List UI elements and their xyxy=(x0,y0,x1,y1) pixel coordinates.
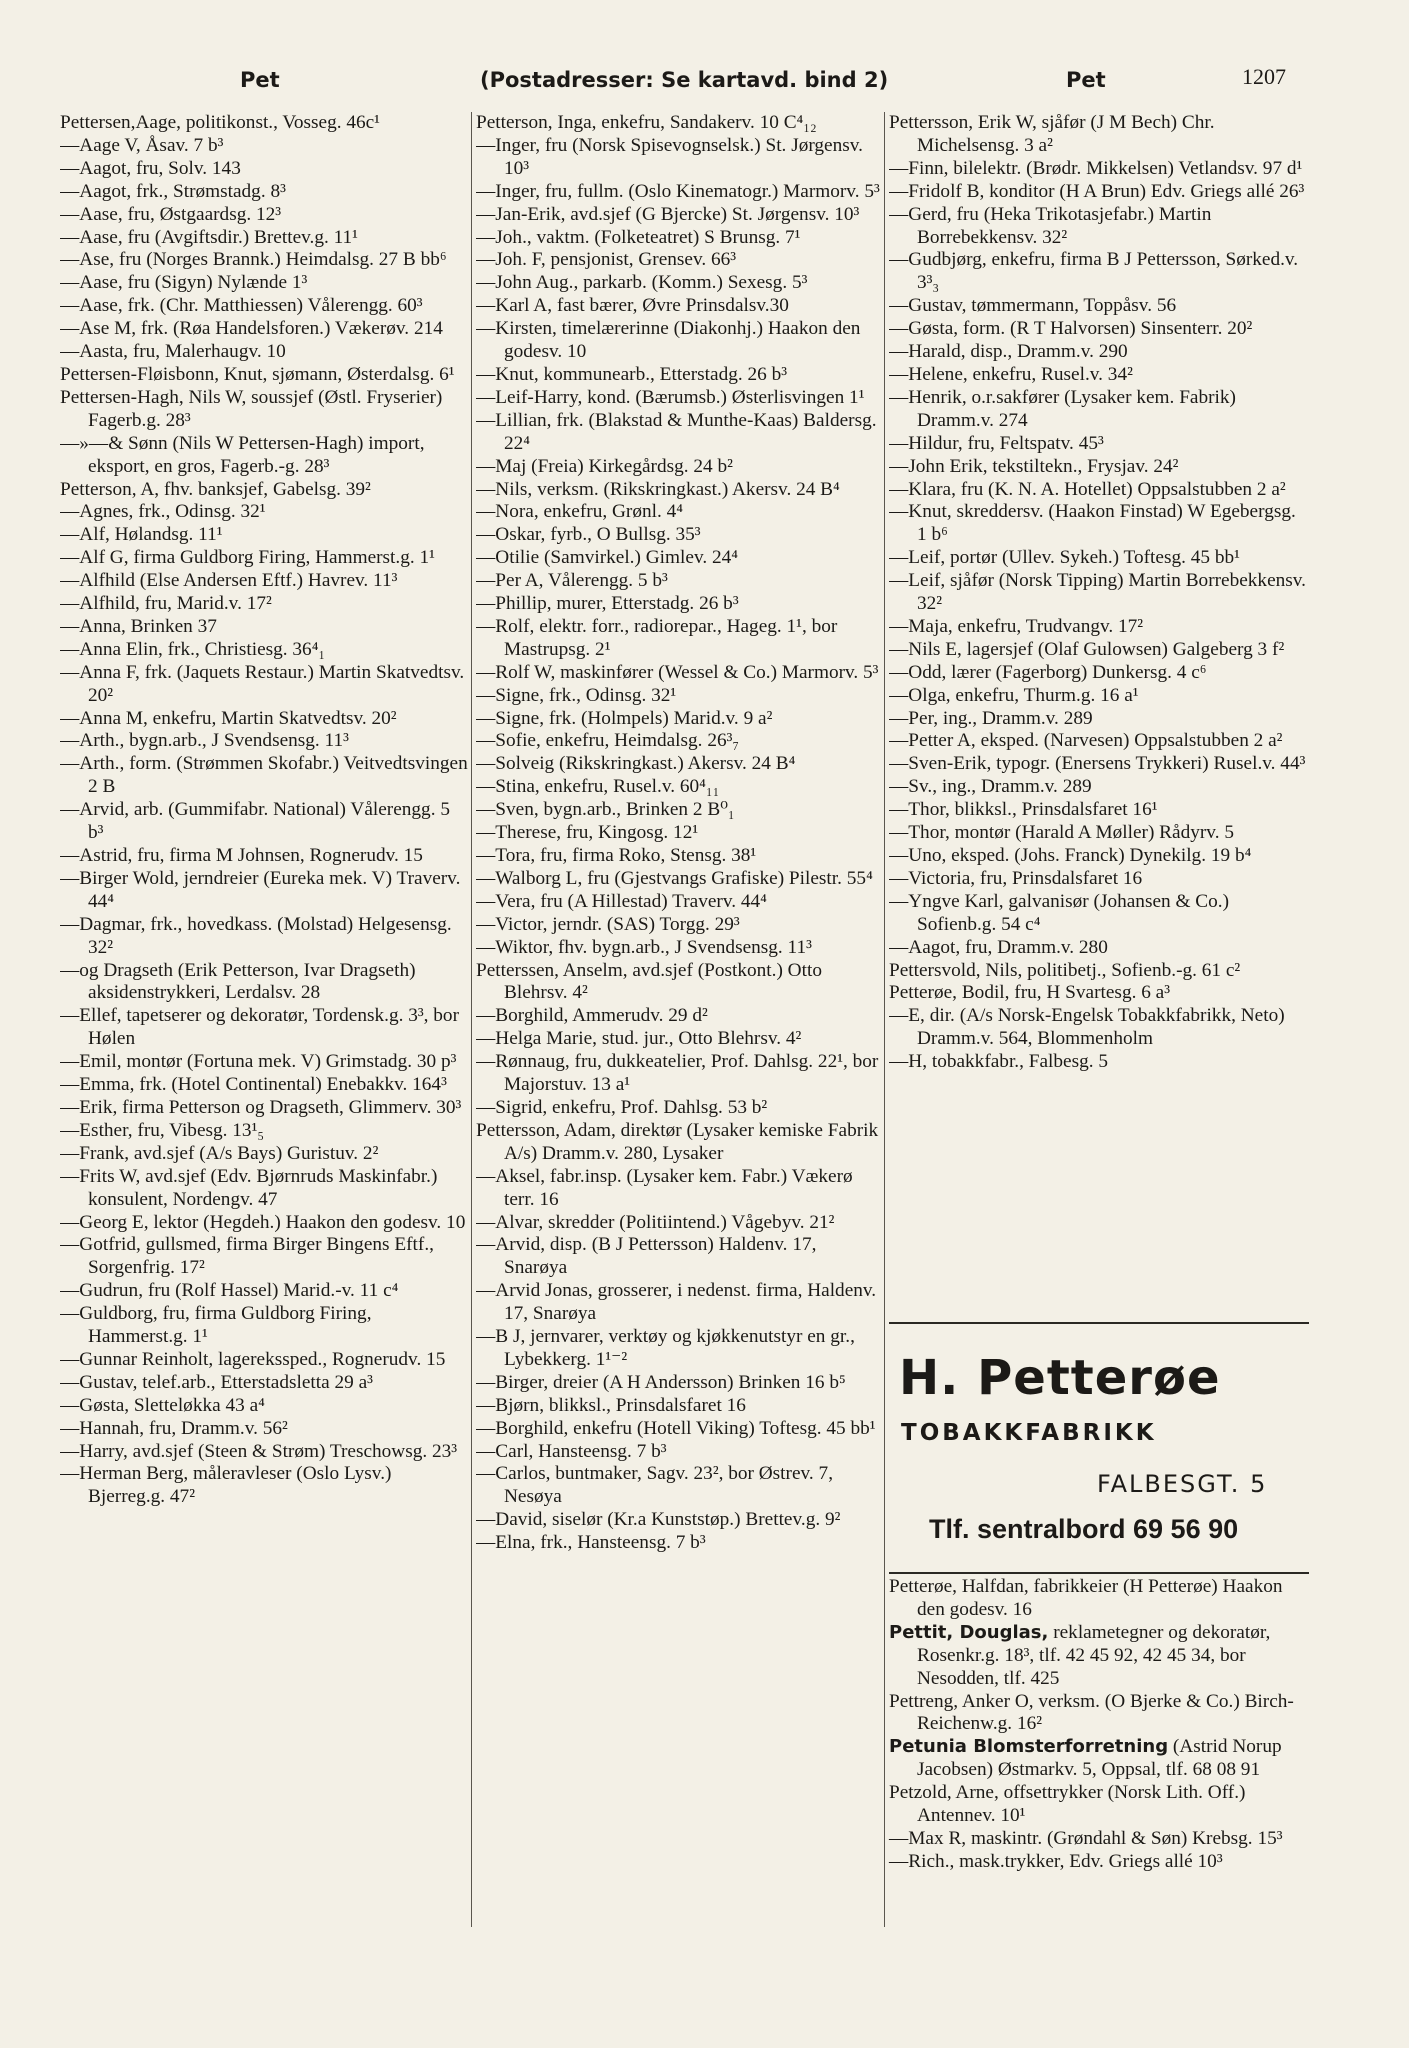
directory-entry: —Inger, fru (Norsk Spisevognselsk.) St. Jørgensv. 10³ xyxy=(476,134,863,179)
directory-entry: —Alf G, firma Guldborg Firing, Hammerst.g. 1¹ xyxy=(60,547,435,569)
directory-entry: —Petter A, eksped. (Narvesen) Oppsalstubben 2 a² xyxy=(889,730,1283,752)
directory-entry xyxy=(889,1691,1309,1737)
directory-entry: —Ase, fru (Norges Brannk.) Heimdalsg. 27 B bb⁶ xyxy=(60,249,447,271)
directory-entry: —Sven, bygn.arb., Brinken 2 B⁰₁ xyxy=(476,799,735,821)
directory-entry: —Joh. F, pensjonist, Grensev. 66³ xyxy=(476,249,737,271)
directory-entry: —Borghild, enkefru (Hotell Viking) Toftesg. 45 bb¹ xyxy=(476,1417,876,1439)
directory-entry: —Thor, montør (Harald A Møller) Rådyrv. 5 xyxy=(889,822,1234,844)
directory-entry: Pettersen-Hagh, Nils W, soussjef (Østl. Fryserier) Fagerb.g. 28³ xyxy=(60,386,443,431)
directory-entry: —Olga, enkefru, Thurm.g. 16 a¹ xyxy=(889,684,1139,706)
directory-entry: —Georg E, lektor (Hegdeh.) Haakon den godesv. 10 xyxy=(60,1211,466,1233)
directory-entry: —Nils, verksm. (Rikskringkast.) Akersv. 24 B⁴ xyxy=(476,478,840,500)
directory-entry: —Lillian, frk. (Blakstad & Munthe-Kaas) Baldersg. 22⁴ xyxy=(476,409,877,454)
directory-entry: —Arvid Jonas, grosserer, i nedenst. firma, Haldenv. 17, Snarøya xyxy=(476,1280,877,1325)
directory-entry: Petterssen, Anselm, avd.sjef (Postkont.) Otto Blehrsv. 4² xyxy=(476,959,822,1004)
directory-entry: —Therese, fru, Kingosg. 12¹ xyxy=(476,822,699,844)
directory-entry: —Aksel, fabr.insp. (Lysaker kem. Fabr.) Vækerø terr. 16 xyxy=(476,1165,853,1210)
page-number: 1207 xyxy=(1242,64,1286,89)
directory-entry: —Leif-Harry, kond. (Bærumsb.) Østerlisvingen 1¹ xyxy=(476,386,865,408)
directory-entry: —Rønnaug, fru, dukkeatelier, Prof. Dahlsg. 22¹, bor Majorstuv. 13 a¹ xyxy=(476,1051,879,1096)
directory-entry: —Nils E, lagersjef (Olaf Gulowsen) Galgeberg 3 f² xyxy=(889,638,1285,660)
directory-entry xyxy=(889,1576,1309,1622)
directory-entry: —H, tobakkfabr., Falbesg. 5 xyxy=(889,1051,1109,1073)
ad-company-name: H. Petterøe xyxy=(899,1350,1221,1406)
directory-entry: —Arvid, disp. (B J Pettersson) Haldenv. 17, Snarøya xyxy=(476,1234,817,1279)
directory-entry: —Anna, Brinken 37 xyxy=(60,615,217,637)
directory-entry: —Nora, enkefru, Grønl. 4⁴ xyxy=(476,501,683,523)
directory-entry: —Gotfrid, gullsmed, firma Birger Bingens Eftf., Sorgenfrig. 17² xyxy=(60,1234,434,1279)
directory-entry: —Inger, fru, fullm. (Oslo Kinematogr.) Marmorv. 5³ xyxy=(476,180,880,202)
directory-entry: —Rolf, elektr. forr., radiorepar., Hageg. 1¹, bor Mastrupsg. 2¹ xyxy=(476,615,838,660)
directory-entry: —Thor, blikksl., Prinsdalsfaret 16¹ xyxy=(889,799,1158,821)
directory-entry: —Solveig (Rikskringkast.) Akersv. 24 B⁴ xyxy=(476,753,796,775)
directory-entry: —Wiktor, fhv. bygn.arb., J Svendsensg. 11³ xyxy=(476,936,812,958)
directory-entry: —B J, jernvarer, verktøy og kjøkkenutstyr en gr., Lybekkerg. 1¹⁻² xyxy=(476,1326,855,1370)
directory-entry: —Herman Berg, måleravleser (Oslo Lysv.) Bjerreg.g. 47² xyxy=(60,1463,392,1508)
entry-text: —Max R, maskintr. (Grøndahl & Søn) Krebsg. 15³ xyxy=(889,1827,1283,1849)
directory-entry: —Aase, fru, Østgaardsg. 12³ xyxy=(60,203,282,225)
directory-entry: —Jan-Erik, avd.sjef (G Bjercke) St. Jørgensv. 10³ xyxy=(476,203,860,225)
directory-entry xyxy=(889,1736,1309,1782)
directory-entry: —Aase, fru (Sigyn) Nylænde 1³ xyxy=(60,272,308,294)
directory-entry: —Joh., vaktm. (Folketeatret) S Brunsg. 7¹ xyxy=(476,226,801,248)
directory-entry xyxy=(889,1782,1309,1828)
directory-entry: —Sv., ing., Dramm.v. 289 xyxy=(889,776,1092,798)
directory-entry: —Oskar, fyrb., O Bullsg. 35³ xyxy=(476,524,701,546)
directory-entry: —E, dir. (A/s Norsk-Engelsk Tobakkfabrikk, Neto) Dramm.v. 564, Blommenholm xyxy=(889,1005,1285,1050)
directory-entry: —Per A, Vålerengg. 5 b³ xyxy=(476,570,668,592)
directory-entry: —Elna, frk., Hansteensg. 7 b³ xyxy=(476,1532,706,1554)
ad-subtitle: TOBAKKFABRIKK xyxy=(901,1420,1157,1446)
advertisement xyxy=(889,1322,1309,1574)
column-divider xyxy=(884,112,885,1927)
entry-text: reklametegner og dekoratør, Rosenkr.g. 18³, tlf. 42 45 92, 42 45 34, bor Nesodden, tlf. 425 xyxy=(917,1621,1271,1689)
directory-entry: —Birger, dreier (A H Andersson) Brinken 16 b⁵ xyxy=(476,1371,846,1393)
directory-entry: —Gunnar Reinholt, lagerekssped., Rognerudv. 15 xyxy=(60,1348,446,1370)
directory-entry: —Gustav, tømmermann, Toppåsv. 56 xyxy=(889,295,1177,317)
entry-text: (Astrid Norup Jacobsen) Østmarkv. 5, Oppsal, tlf. 68 08 91 xyxy=(917,1736,1282,1781)
directory-entry: Petterøe, Bodil, fru, H Svartesg. 6 a³ xyxy=(889,982,1171,1004)
entry-bold-name: Pettit, Douglas, xyxy=(889,1621,1049,1643)
directory-entry: —Gøsta, form. (R T Halvorsen) Sinsenterr. 20² xyxy=(889,318,1253,340)
directory-entry: —Yngve Karl, galvanisør (Johansen & Co.) Sofienb.g. 54 c⁴ xyxy=(889,890,1230,935)
directory-entry: —Alf, Hølandsg. 11¹ xyxy=(60,524,223,546)
directory-entry: —Vera, fru (A Hillestad) Traverv. 44⁴ xyxy=(476,890,767,912)
directory-entry: —Aage V, Åsav. 7 b³ xyxy=(60,134,224,156)
directory-entry: —Erik, firma Petterson og Dragseth, Glimmerv. 30³ xyxy=(60,1096,462,1118)
directory-entry: —Emil, montør (Fortuna mek. V) Grimstadg. 30 p³ xyxy=(60,1051,457,1073)
column-3 xyxy=(889,112,1309,1317)
directory-entry: —Borghild, Ammerudv. 29 d² xyxy=(476,1005,708,1027)
directory-entry: —Alvar, skredder (Politiintend.) Vågebyv. 21² xyxy=(476,1211,835,1233)
directory-entry: —Tora, fru, firma Roko, Stensg. 38¹ xyxy=(476,845,757,866)
directory-entry: —Astrid, fru, firma M Johnsen, Rognerudv. 15 xyxy=(60,845,423,866)
directory-entry: Pettersson, Adam, direktør (Lysaker kemiske Fabrik A/s) Dramm.v. 280, Lysaker xyxy=(476,1119,879,1164)
directory-entry: —Fridolf B, konditor (H A Brun) Edv. Griegs allé 26³ xyxy=(889,180,1305,202)
directory-entry: —Agnes, frk., Odinsg. 32¹ xyxy=(60,501,266,523)
directory-entry: —Guldborg, fru, firma Guldborg Firing, Hammerst.g. 1¹ xyxy=(60,1303,372,1348)
directory-entry: —Aagot, frk., Strømstadg. 8³ xyxy=(60,180,286,202)
directory-entry: —Walborg L, fru (Gjestvangs Grafiske) Pilestr. 55⁴ xyxy=(476,867,873,889)
directory-entry: —Emma, frk. (Hotel Continental) Enebakkv. 164³ xyxy=(60,1074,447,1096)
directory-entry: —Per, ing., Dramm.v. 289 xyxy=(889,707,1093,729)
entry-text: Petzold, Arne, offsettrykker (Norsk Lith. Off.) Antennev. 10¹ xyxy=(889,1782,1246,1827)
directory-entry: —Sofie, enkefru, Heimdalsg. 26³₇ xyxy=(476,730,740,752)
directory-entry: Pettersson, Erik W, sjåfør (J M Bech) Chr. Michelsensg. 3 a² xyxy=(889,112,1215,156)
directory-entry: —Victor, jerndr. (SAS) Torgg. 29³ xyxy=(476,913,740,935)
directory-entry: —Gustav, telef.arb., Etterstadsletta 29 a³ xyxy=(60,1371,373,1393)
directory-entry: —Dagmar, frk., hovedkass. (Molstad) Helgesensg. 32² xyxy=(60,913,452,958)
directory-entry: —Phillip, murer, Etterstadg. 26 b³ xyxy=(476,593,739,615)
directory-entry: —Anna Elin, frk., Christiesg. 36⁴₁ xyxy=(60,638,326,660)
directory-entry: —Signe, frk. (Holmpels) Marid.v. 9 a² xyxy=(476,707,773,729)
directory-entry: Petterson, Inga, enkefru, Sandakerv. 10 C⁴₁₂ xyxy=(476,112,817,133)
directory-entry: —Harry, avd.sjef (Steen & Strøm) Treschowsg. 23³ xyxy=(60,1440,458,1462)
directory-entry: —Frits W, avd.sjef (Edv. Bjørnruds Maskinfabr.) konsulent, Nordengv. 47 xyxy=(60,1165,438,1210)
directory-entry: —Hildur, fru, Feltspatv. 45³ xyxy=(889,432,1104,454)
directory-entry: —Frank, avd.sjef (A/s Bays) Guristuv. 2² xyxy=(60,1142,379,1164)
directory-entry: —Maja, enkefru, Trudvangv. 17² xyxy=(889,615,1144,637)
directory-entry: —Sven-Erik, typogr. (Enersens Trykkeri) Rusel.v. 44³ xyxy=(889,753,1306,775)
directory-entry xyxy=(889,1851,1309,1874)
directory-entry xyxy=(889,1622,1309,1691)
column-divider xyxy=(471,112,472,1927)
directory-entry: —Aase, frk. (Chr. Matthiessen) Vålerengg. 60³ xyxy=(60,295,423,317)
directory-entry: —Arth., bygn.arb., J Svendsensg. 11³ xyxy=(60,730,349,752)
directory-entry: Pettersen-Fløisbonn, Knut, sjømann, Østerdalsg. 6¹ xyxy=(60,363,455,385)
header-right: Pet xyxy=(1066,68,1106,92)
directory-entry: —Helga Marie, stud. jur., Otto Blehrsv. 4² xyxy=(476,1028,802,1050)
directory-entry: —Hannah, fru, Dramm.v. 56² xyxy=(60,1417,288,1439)
directory-entry: —David, siselør (Kr.a Kunststøp.) Brettev.g. 9² xyxy=(476,1509,841,1531)
directory-entry: —Stina, enkefru, Rusel.v. 60⁴₁₁ xyxy=(476,776,720,798)
directory-entry: Pettersen,Aage, politikonst., Vosseg. 46c¹ xyxy=(60,112,380,133)
directory-entry: —»—& Sønn (Nils W Pettersen-Hagh) import, eksport, en gros, Fagerb.-g. 28³ xyxy=(60,432,425,477)
entry-text: Pettreng, Anker O, verksm. (O Bjerke & Co.) Birch-Reichenw.g. 16² xyxy=(889,1690,1294,1735)
directory-entry: —Kirsten, timelærerinne (Diakonhj.) Haakon den godesv. 10 xyxy=(476,318,861,363)
header-left: Pet xyxy=(240,68,280,92)
entry-text: —Rich., mask.trykker, Edv. Griegs allé 10³ xyxy=(889,1850,1223,1872)
directory-entry: —Helene, enkefru, Rusel.v. 34² xyxy=(889,363,1133,385)
directory-entry: —Uno, eksped. (Johs. Franck) Dynekilg. 19 b⁴ xyxy=(889,845,1252,866)
directory-entry: —Anna M, enkefru, Martin Skatvedtsv. 20² xyxy=(60,707,397,729)
directory-entry: —og Dragseth (Erik Petterson, Ivar Dragseth) aksidenstrykkeri, Lerdalsv. 28 xyxy=(60,959,416,1004)
directory-entry: —John Aug., parkarb. (Komm.) Sexesg. 5³ xyxy=(476,272,808,294)
directory-entry: —Carlos, buntmaker, Sagv. 23², bor Østrev. 7, Nesøya xyxy=(476,1463,834,1508)
directory-entry: —Alfhild, fru, Marid.v. 17² xyxy=(60,593,272,615)
directory-entry: —Signe, frk., Odinsg. 32¹ xyxy=(476,684,677,706)
column-3-continued xyxy=(889,1576,1309,1874)
directory-entry: —Finn, bilelektr. (Brødr. Mikkelsen) Vetlandsv. 97 d¹ xyxy=(889,157,1303,179)
directory-entry: —Arvid, arb. (Gummifabr. National) Vålerengg. 5 b³ xyxy=(60,799,450,844)
directory-entry: —Klara, fru (K. N. A. Hotellet) Oppsalstubben 2 a² xyxy=(889,478,1286,500)
entry-bold-name: Petunia Blomsterforretning xyxy=(889,1736,1169,1758)
directory-entry: —Bjørn, blikksl., Prinsdalsfaret 16 xyxy=(476,1394,746,1416)
directory-entry: —John Erik, tekstiltekn., Frysjav. 24² xyxy=(889,455,1179,477)
column-1 xyxy=(60,112,470,2032)
directory-entry xyxy=(889,1828,1309,1851)
directory-entry: —Karl A, fast bærer, Øvre Prinsdalsv.30 xyxy=(476,295,789,317)
directory-entry: Pettersvold, Nils, politibetj., Sofienb.-g. 61 c² xyxy=(889,959,1241,981)
directory-entry: —Carl, Hansteensg. 7 b³ xyxy=(476,1440,667,1462)
ad-phone: Tlf. sentralbord 69 56 90 xyxy=(929,1514,1239,1544)
column-2 xyxy=(476,112,884,2032)
directory-entry: —Arth., form. (Strømmen Skofabr.) Veitvedtsvingen 2 B xyxy=(60,753,468,798)
directory-entry: —Odd, lærer (Fagerborg) Dunkersg. 4 c⁶ xyxy=(889,661,1207,683)
directory-entry: —Sigrid, enkefru, Prof. Dahlsg. 53 b² xyxy=(476,1096,768,1118)
entry-text: Petterøe, Halfdan, fabrikkeier (H Petterøe) Haakon den godesv. 16 xyxy=(889,1576,1283,1620)
directory-entry: —Gudrun, fru (Rolf Hassel) Marid.-v. 11 c⁴ xyxy=(60,1280,399,1302)
directory-entry: —Knut, skreddersv. (Haakon Finstad) W Egebergsg. 1 b⁶ xyxy=(889,501,1296,546)
directory-entry: —Leif, portør (Ullev. Sykeh.) Toftesg. 45 bb¹ xyxy=(889,547,1240,569)
directory-entry: —Maj (Freia) Kirkegårdsg. 24 b² xyxy=(476,455,733,477)
directory-entry: —Otilie (Samvirkel.) Gimlev. 24⁴ xyxy=(476,547,738,569)
directory-entry: —Harald, disp., Dramm.v. 290 xyxy=(889,341,1128,363)
directory-entry: —Alfhild (Else Andersen Eftf.) Havrev. 11³ xyxy=(60,570,398,592)
page-header xyxy=(60,64,1300,98)
directory-entry: —Anna F, frk. (Jaquets Restaur.) Martin Skatvedtsv. 20² xyxy=(60,661,465,706)
header-center: (Postadresser: Se kartavd. bind 2) xyxy=(480,68,889,92)
directory-entry: —Aase, fru (Avgiftsdir.) Brettev.g. 11¹ xyxy=(60,226,358,248)
directory-entry: —Birger Wold, jerndreier (Eureka mek. V) Traverv. 44⁴ xyxy=(60,867,461,912)
directory-entry: —Ase M, frk. (Røa Handelsforen.) Vækerøv. 214 xyxy=(60,318,443,340)
directory-entry: —Gøsta, Sletteløkka 43 a⁴ xyxy=(60,1394,265,1416)
directory-entry: —Knut, kommunearb., Etterstadg. 26 b³ xyxy=(476,363,788,385)
directory-entry: —Aagot, fru, Dramm.v. 280 xyxy=(889,936,1108,958)
directory-entry: —Ellef, tapetserer og dekoratør, Tordensk.g. 3³, bor Hølen xyxy=(60,1005,459,1050)
directory-entry: —Esther, fru, Vibesg. 13¹₅ xyxy=(60,1119,265,1141)
ad-address: FALBESGT. 5 xyxy=(1097,1470,1268,1498)
directory-entry: Petterson, A, fhv. banksjef, Gabelsg. 39² xyxy=(60,478,371,500)
directory-entry: —Henrik, o.r.sakfører (Lysaker kem. Fabrik) Dramm.v. 274 xyxy=(889,386,1236,431)
directory-entry: —Aagot, fru, Solv. 143 xyxy=(60,157,241,179)
directory-entry: —Gudbjørg, enkefru, firma B J Pettersson, Sørked.v. 3³₃ xyxy=(889,249,1299,294)
directory-entry: —Rolf W, maskinfører (Wessel & Co.) Marmorv. 5³ xyxy=(476,661,879,683)
directory-entry: —Leif, sjåfør (Norsk Tipping) Martin Borrebekkensv. 32² xyxy=(889,570,1306,615)
directory-entry: —Aasta, fru, Malerhaugv. 10 xyxy=(60,341,286,363)
directory-entry: —Gerd, fru (Heka Trikotasjefabr.) Martin Borrebekkensv. 32² xyxy=(889,203,1212,248)
directory-entry: —Victoria, fru, Prinsdalsfaret 16 xyxy=(889,867,1143,889)
